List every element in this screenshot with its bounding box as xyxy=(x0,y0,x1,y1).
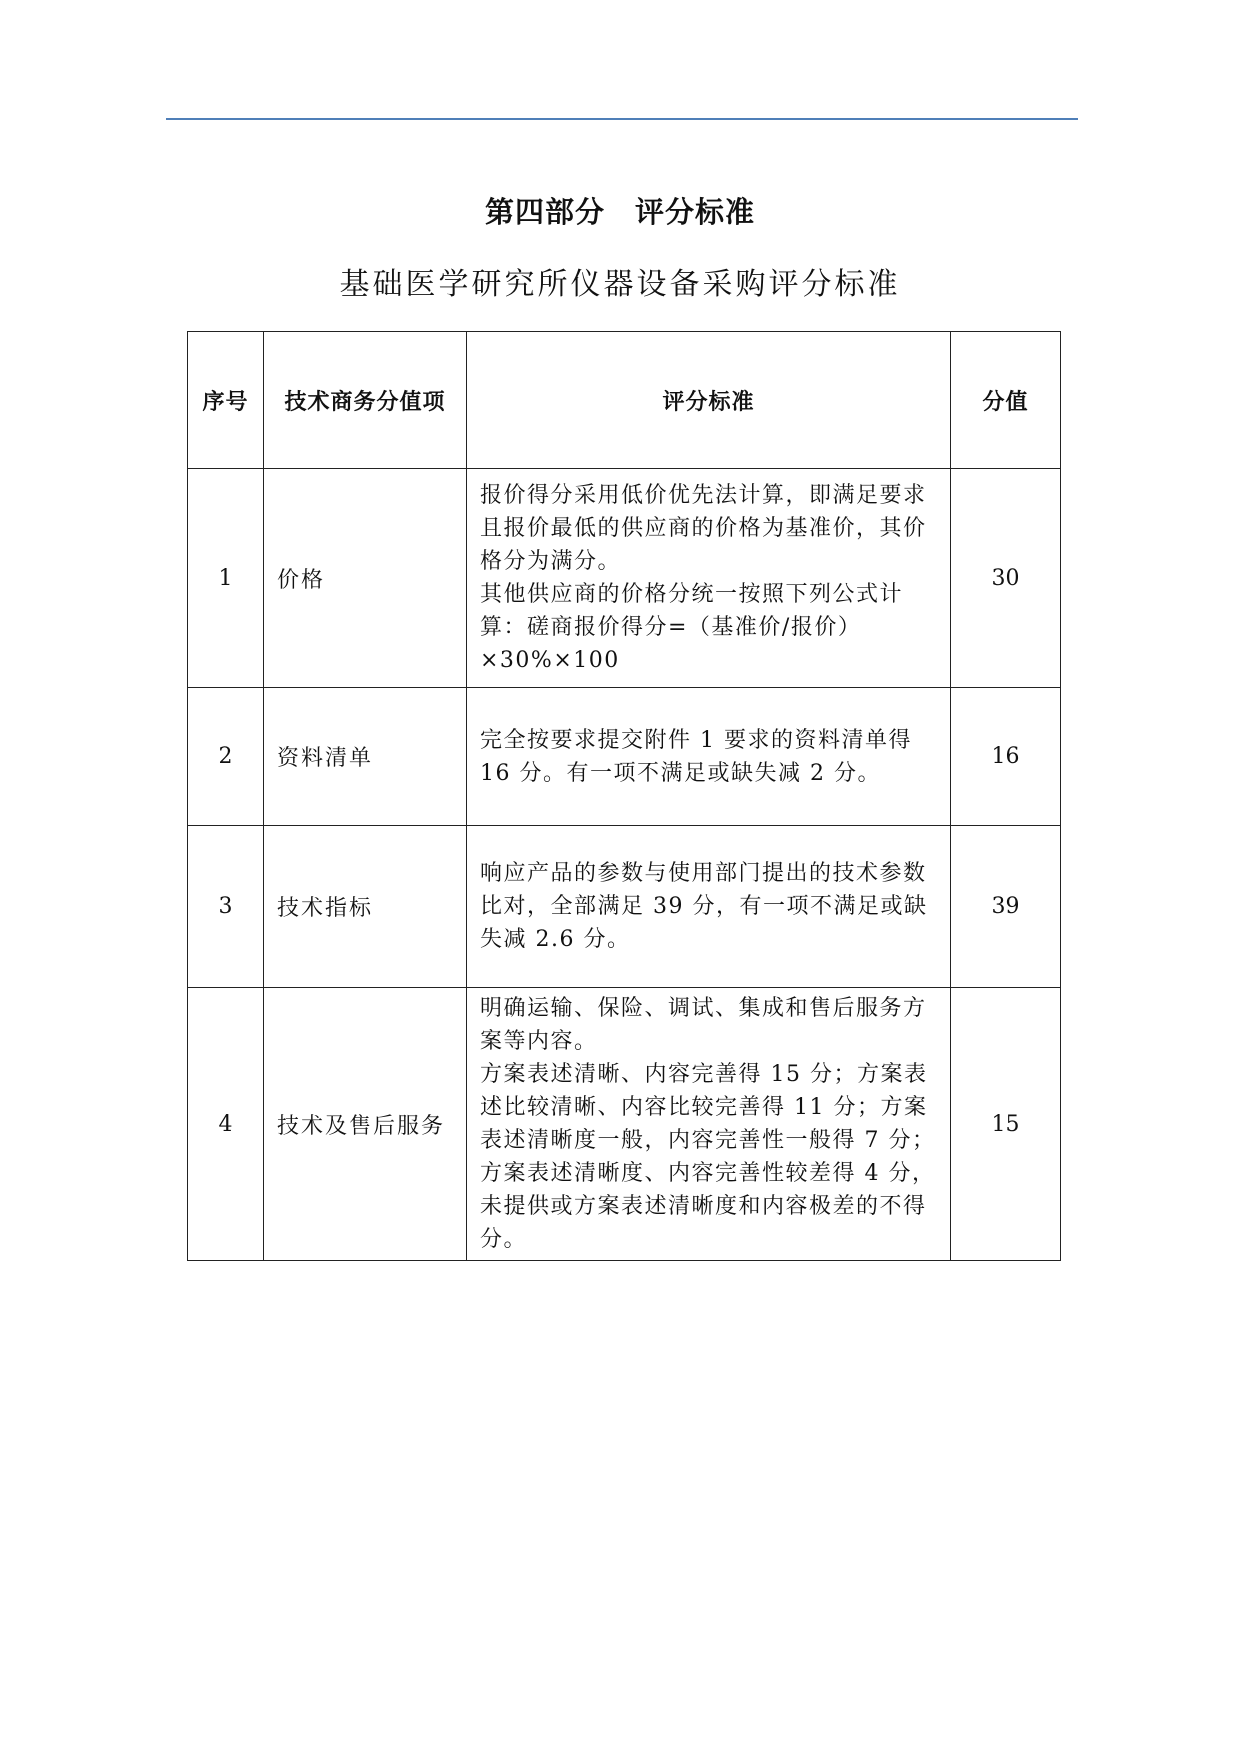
row-number: 3 xyxy=(188,826,264,988)
row-score: 30 xyxy=(951,469,1061,688)
row-criteria xyxy=(467,988,951,1261)
document-title: 基础医学研究所仪器设备采购评分标准 xyxy=(339,267,901,302)
row-item: 技术及售后服务 xyxy=(264,988,467,1261)
table-row xyxy=(188,469,1061,688)
part-title: 第四部分 评分标准 xyxy=(484,195,755,229)
criteria-paragraph: 方案表述清晰、内容完善得 15 分；方案表述比较清晰、内容比较完善得 11 分；方案表述清晰度一般，内容完善性一般得 7 分；方案表述清晰度、内容完善性较差得 4 分，未提供或方案表述清晰度和内容极差的不得分。 xyxy=(480,1062,936,1252)
criteria-paragraph: 明确运输、保险、调试、集成和售后服务方案等内容。 xyxy=(480,996,927,1054)
row-number: 4 xyxy=(188,988,264,1261)
row-criteria xyxy=(467,469,951,688)
criteria-paragraph: 报价得分采用低价优先法计算，即满足要求且报价最低的供应商的价格为基准价，其价格分为满分。 xyxy=(480,483,927,574)
row-score: 15 xyxy=(951,988,1061,1261)
row-criteria xyxy=(467,826,951,988)
row-item: 价格 xyxy=(264,469,467,688)
criteria-paragraph: 其他供应商的价格分统一按照下列公式计算：磋商报价得分=（基准价/报价）×30%×100 xyxy=(480,582,904,673)
scoring-table xyxy=(187,331,1061,1261)
row-item: 资料清单 xyxy=(264,688,467,826)
table-header-row xyxy=(188,332,1061,469)
header-rule xyxy=(166,118,1078,120)
row-item: 技术指标 xyxy=(264,826,467,988)
table-row xyxy=(188,826,1061,988)
row-score: 39 xyxy=(951,826,1061,988)
criteria-paragraph: 响应产品的参数与使用部门提出的技术参数比对，全部满足 39 分，有一项不满足或缺失减 2.6 分。 xyxy=(480,861,928,952)
table-row xyxy=(188,988,1061,1261)
column-header-criteria: 评分标准 xyxy=(467,332,951,469)
column-header-item: 技术商务分值项 xyxy=(264,332,467,469)
column-header-score: 分值 xyxy=(951,332,1061,469)
table-row xyxy=(188,688,1061,826)
row-criteria xyxy=(467,688,951,826)
row-score: 16 xyxy=(951,688,1061,826)
row-number: 1 xyxy=(188,469,264,688)
column-header-no: 序号 xyxy=(188,332,264,469)
criteria-paragraph: 完全按要求提交附件 1 要求的资料清单得 16 分。有一项不满足或缺失减 2 分。 xyxy=(480,727,912,786)
row-number: 2 xyxy=(188,688,264,826)
